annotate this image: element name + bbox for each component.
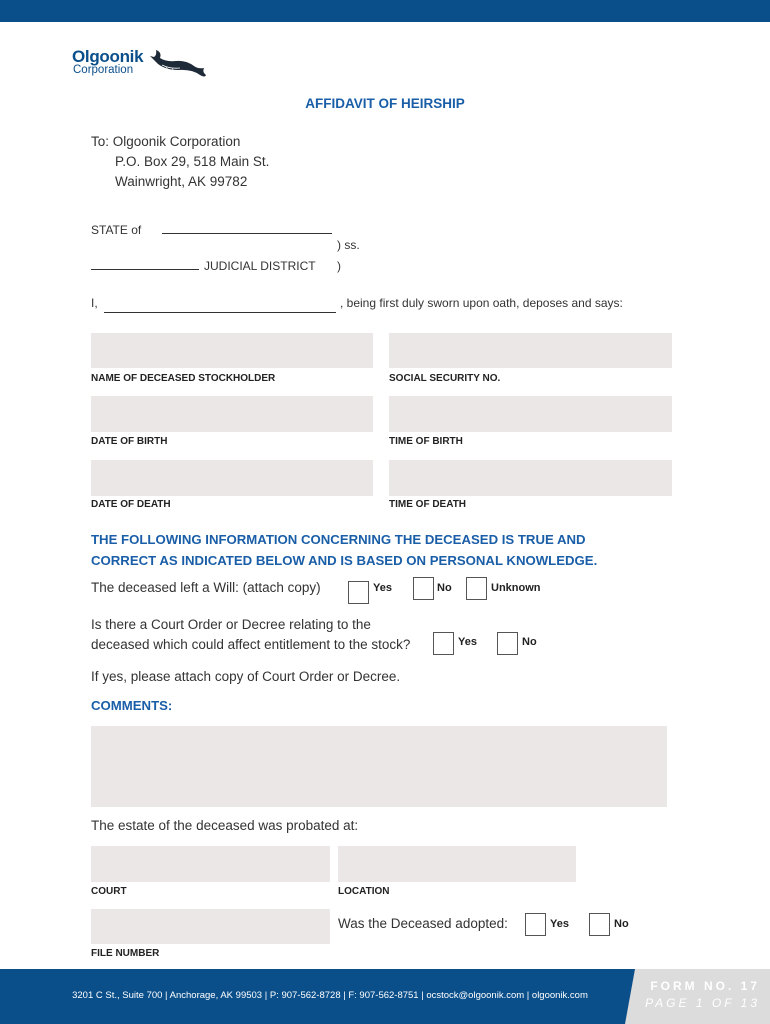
will-question: The deceased left a Will: (attach copy) [91,580,321,595]
court-label: COURT [91,886,127,897]
comments-field[interactable] [91,726,667,807]
court-order-question-1: Is there a Court Order or Decree relating to the [91,617,371,632]
time-of-birth-label: TIME OF BIRTH [389,436,463,447]
adopted-yes-checkbox[interactable] [525,913,546,936]
will-yes-checkbox[interactable] [348,581,369,604]
will-unknown-checkbox[interactable] [466,577,487,600]
top-banner [0,0,770,22]
statement-line-2: CORRECT AS INDICATED BELOW AND IS BASED ON PERSONAL KNOWLEDGE. [91,553,598,568]
state-line[interactable] [162,233,332,234]
deceased-name-label: NAME OF DECEASED STOCKHOLDER [91,373,276,384]
time-of-death-field[interactable] [389,460,672,496]
form-number: FORM NO. 17 [650,979,760,993]
state-of-label: STATE of [91,223,142,237]
file-number-label: FILE NUMBER [91,948,160,959]
will-yes-label: Yes [373,582,392,594]
date-of-death-field[interactable] [91,460,373,496]
adopted-question: Was the Deceased adopted: [338,916,508,931]
probate-question: The estate of the deceased was probated at: [91,818,359,833]
court-order-yes-label: Yes [458,636,477,648]
company-logo [72,44,212,84]
court-order-question-2: deceased which could affect entitlement to the stock? [91,637,411,652]
court-order-note: If yes, please attach copy of Court Order or Decree. [91,669,401,684]
footer-contact: 3201 C St., Suite 700 | Anchorage, AK 99503 | P: 907-562-8728 | F: 907-562-8751 | ocstock@olgoonik.com | olgoonik.com [72,990,588,1001]
time-of-death-label: TIME OF DEATH [389,499,467,510]
affiant-name-line[interactable] [104,312,336,313]
date-of-birth-label: DATE OF BIRTH [91,436,168,447]
logo-name: Olgoonik [72,47,144,66]
comments-heading: COMMENTS: [91,698,173,713]
will-no-label: No [437,582,452,594]
adopted-no-checkbox[interactable] [589,913,610,936]
file-number-field[interactable] [91,909,330,944]
date-of-birth-field[interactable] [91,396,373,432]
oath-prefix: I, [91,296,98,310]
adopted-no-label: No [614,918,629,930]
court-order-no-label: No [522,636,537,648]
logo-subtitle: Corporation [73,64,134,76]
judicial-district-label: JUDICIAL DISTRICT [204,259,316,273]
adopted-yes-label: Yes [550,918,569,930]
location-field[interactable] [338,846,576,882]
document-title: AFFIDAVIT OF HEIRSHIP [305,96,465,111]
will-no-checkbox[interactable] [413,577,434,600]
will-unknown-label: Unknown [491,582,541,594]
address-line-2: P.O. Box 29, 518 Main St. [115,154,270,169]
location-label: LOCATION [338,886,390,897]
page-indicator: PAGE 1 OF 13 [645,996,760,1010]
court-order-yes-checkbox[interactable] [433,632,454,655]
paren-label: ) [337,259,341,273]
date-of-death-label: DATE OF DEATH [91,499,171,510]
court-order-no-checkbox[interactable] [497,632,518,655]
address-line-3: Wainwright, AK 99782 [115,174,248,189]
district-line[interactable] [91,269,199,270]
time-of-birth-field[interactable] [389,396,672,432]
statement-line-1: THE FOLLOWING INFORMATION CONCERNING THE DECEASED IS TRUE AND [91,532,586,547]
address-line-1: To: Olgoonik Corporation [91,134,241,149]
whale-icon [148,48,208,82]
court-field[interactable] [91,846,330,882]
ss-label: ) ss. [337,238,360,252]
ssn-field[interactable] [389,333,672,368]
ssn-label: SOCIAL SECURITY NO. [389,373,501,384]
oath-suffix: , being first duly sworn upon oath, deposes and says: [340,296,623,310]
deceased-name-field[interactable] [91,333,373,368]
